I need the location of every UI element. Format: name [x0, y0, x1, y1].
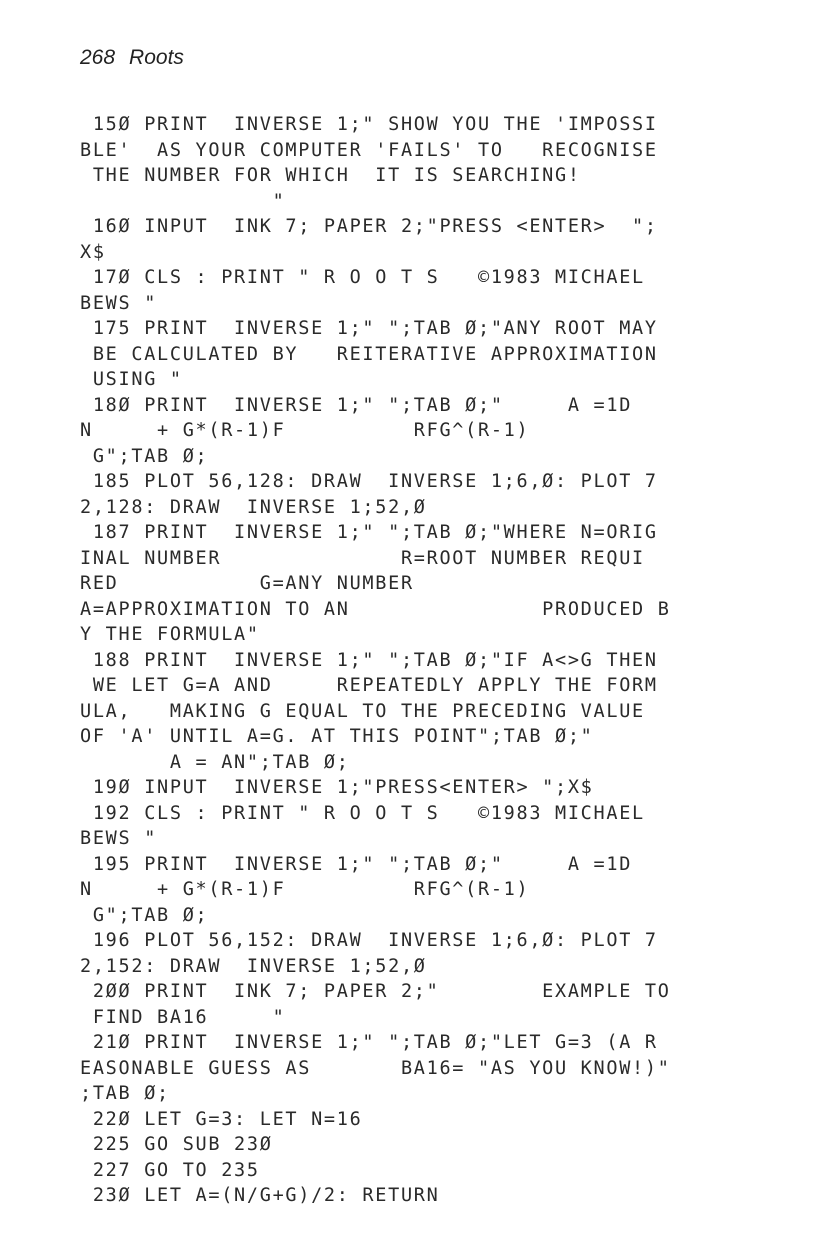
code-line: 19Ø INPUT INVERSE 1;"PRESS<ENTER> ";X$: [80, 777, 594, 798]
code-line: Y THE FORMULA": [80, 624, 260, 645]
code-line: G";TAB Ø;: [80, 445, 209, 467]
code-line: A = AN";TAB Ø;: [80, 751, 350, 773]
code-line: 192 CLS : PRINT " R O O T S ©1983 MICHAEL: [80, 802, 645, 824]
code-line: 187 PRINT INVERSE 1;" ";TAB Ø;"WHERE N=ORIG: [80, 522, 658, 543]
code-line: 185 PLOT 56,128: DRAW INVERSE 1;6,Ø: PLOT 7: [80, 471, 658, 492]
code-line: WE LET G=A AND REPEATEDLY APPLY THE FORM: [80, 675, 658, 696]
code-line: RED G=ANY NUMBER: [80, 573, 414, 594]
code-line: 196 PLOT 56,152: DRAW INVERSE 1;6,Ø: PLOT 7: [80, 930, 658, 951]
code-line: OF 'A' UNTIL A=G. AT THIS POINT";TAB Ø;": [80, 726, 594, 747]
code-line: 23Ø LET A=(N/G+G)/2: RETURN: [80, 1185, 440, 1206]
code-line: 17Ø CLS : PRINT " R O O T S ©1983 MICHAEL: [80, 267, 645, 288]
code-line: 188 PRINT INVERSE 1;" ";TAB Ø;"IF A<>G THEN: [80, 649, 658, 671]
code-line: BEWS ": [80, 828, 158, 849]
code-line: 22Ø LET G=3: LET N=16: [80, 1108, 363, 1130]
program-listing: [80, 112, 760, 1209]
code-line: 175 PRINT INVERSE 1;" ";TAB Ø;"ANY ROOT MAY: [80, 318, 658, 339]
code-line: X$: [80, 241, 106, 263]
code-line: BLE' AS YOUR COMPUTER 'FAILS' TO RECOGNISE: [80, 139, 658, 161]
code-line: 195 PRINT INVERSE 1;" ";TAB Ø;" A =1D: [80, 853, 633, 875]
code-line: 227 GO TO 235: [80, 1159, 260, 1181]
code-line: ": [80, 190, 286, 212]
page-number: 268: [80, 46, 116, 69]
code-line: A=APPROXIMATION TO AN PRODUCED B: [80, 598, 671, 620]
code-line: 16Ø INPUT INK 7; PAPER 2;"PRESS <ENTER> ";: [80, 216, 658, 237]
code-line: N + G*(R-1)F RFG^(R-1): [80, 879, 530, 900]
code-line: 18Ø PRINT INVERSE 1;" ";TAB Ø;" A =1D: [80, 394, 633, 416]
code-line: N + G*(R-1)F RFG^(R-1): [80, 420, 530, 441]
code-line: USING ": [80, 369, 183, 390]
code-line: THE NUMBER FOR WHICH IT IS SEARCHING!: [80, 165, 581, 186]
code-line: EASONABLE GUESS AS BA16= "AS YOU KNOW!)": [80, 1057, 671, 1079]
section-title: Roots: [129, 46, 184, 69]
code-line: 15Ø PRINT INVERSE 1;" SHOW YOU THE 'IMPOSSI: [80, 114, 658, 135]
code-line: 2,152: DRAW INVERSE 1;52,Ø: [80, 955, 427, 977]
code-line: 2ØØ PRINT INK 7; PAPER 2;" EXAMPLE TO: [80, 981, 671, 1002]
code-line: ULA, MAKING G EQUAL TO THE PRECEDING VALUE: [80, 700, 645, 722]
code-line: BE CALCULATED BY REITERATIVE APPROXIMATION: [80, 343, 658, 365]
code-line: FIND BA16 ": [80, 1006, 286, 1028]
code-line: BEWS ": [80, 292, 158, 314]
code-line: G";TAB Ø;: [80, 904, 209, 926]
code-line: 225 GO SUB 23Ø: [80, 1134, 273, 1155]
code-line: ;TAB Ø;: [80, 1083, 170, 1104]
page-header: [80, 46, 184, 70]
code-line: INAL NUMBER R=ROOT NUMBER REQUI: [80, 547, 645, 569]
code-line: 21Ø PRINT INVERSE 1;" ";TAB Ø;"LET G=3 (A R: [80, 1032, 658, 1053]
code-line: 2,128: DRAW INVERSE 1;52,Ø: [80, 496, 427, 518]
